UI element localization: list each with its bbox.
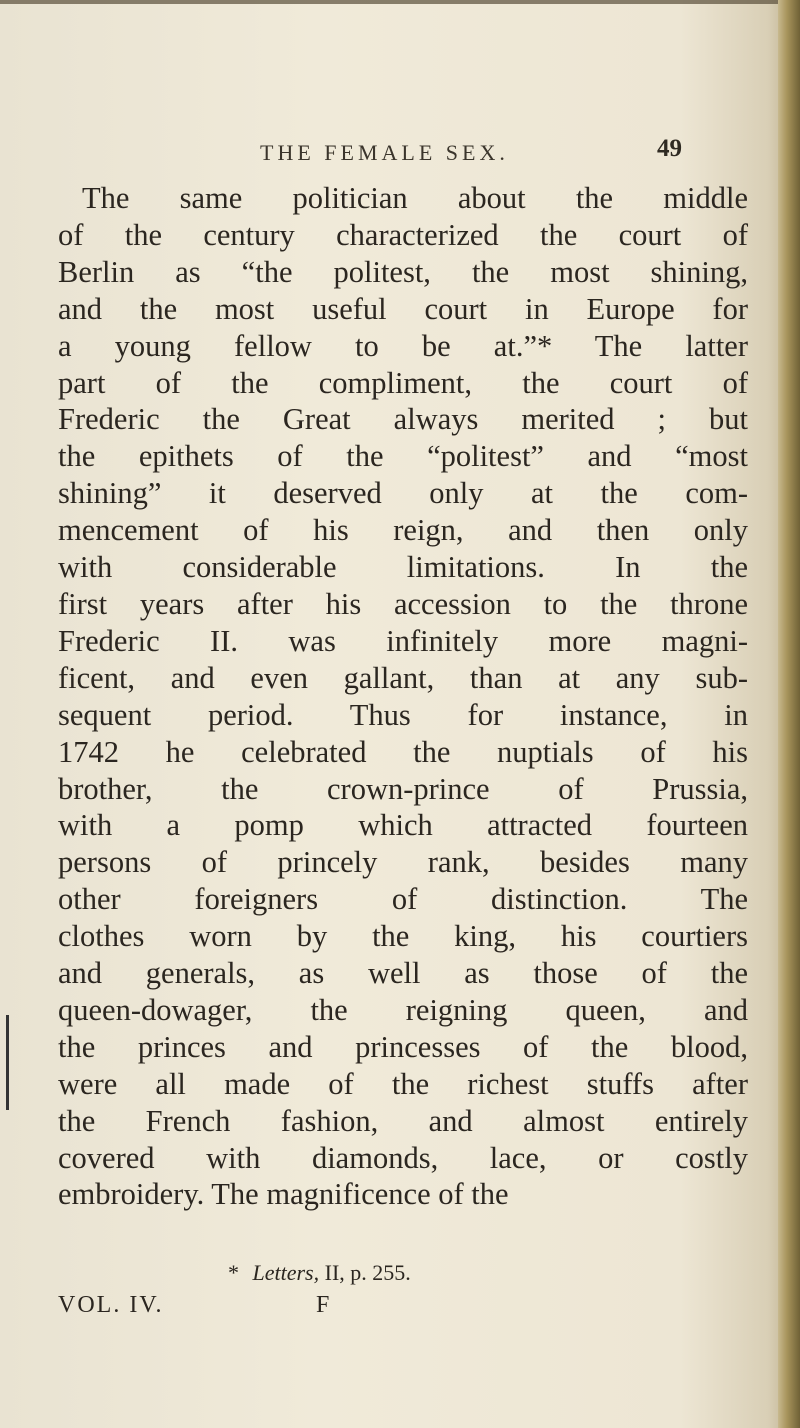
page-edge-shadow <box>778 0 800 1428</box>
signature-line <box>58 1292 418 1322</box>
body-text <box>58 180 748 1213</box>
text-line: first years after his accession to the throne <box>58 586 748 621</box>
text-line: embroidery. The magnificence of the <box>58 1177 509 1212</box>
margin-mark <box>6 1015 9 1110</box>
text-line: brother, the crown-prince of Prussia, <box>58 771 748 806</box>
text-line: the princes and princesses of the blood, <box>58 1029 748 1064</box>
text-line: the French fashion, and almost entirely <box>58 1103 748 1138</box>
text-line: of the century characterized the court of <box>58 217 748 252</box>
footnote <box>228 1260 411 1286</box>
text-line: clothes worn by the king, his courtiers <box>58 919 748 954</box>
footnote-work-title: Letters, <box>252 1260 320 1285</box>
text-line: persons of princely rank, besides many <box>58 845 748 880</box>
text-line: 1742 he celebrated the nuptials of his <box>58 734 748 769</box>
text-line: covered with diamonds, lace, or costly <box>58 1140 748 1175</box>
volume-label: VOL. IV. <box>58 1292 164 1318</box>
text-line: and generals, as well as those of the <box>58 956 748 991</box>
text-line: and the most useful court in Europe for <box>58 291 748 326</box>
text-line: Frederic the Great always merited ; but <box>58 402 748 437</box>
text-line: Berlin as “the politest, the most shining, <box>58 254 748 289</box>
footnote-reference: II, p. 255. <box>324 1260 411 1285</box>
signature-mark: F <box>316 1292 330 1318</box>
text-line: a young fellow to be at.”* The latter <box>58 328 748 363</box>
footnote-marker: * <box>228 1260 239 1285</box>
page-number: 49 <box>657 135 682 162</box>
text-line: sequent period. Thus for instance, in <box>58 697 748 732</box>
text-line: Frederic II. was infinitely more magni- <box>58 623 748 658</box>
text-line: other foreigners of distinction. The <box>58 882 748 917</box>
text-line: with a pomp which attracted fourteen <box>58 808 748 843</box>
running-head: THE FEMALE SEX. <box>260 140 509 165</box>
text-line: part of the compliment, the court of <box>58 365 748 400</box>
page-header <box>110 135 690 170</box>
text-line: shining” it deserved only at the com- <box>58 476 748 511</box>
text-line: The same politician about the middle <box>82 181 748 215</box>
text-line: mencement of his reign, and then only <box>58 513 748 548</box>
text-line: with considerable limitations. In the <box>58 550 748 585</box>
text-line: ficent, and even gallant, than at any sub- <box>58 660 748 695</box>
text-line: the epithets of the “politest” and “most <box>58 439 748 474</box>
text-line: queen-dowager, the reigning queen, and <box>58 992 748 1027</box>
text-line: were all made of the richest stuffs after <box>58 1066 748 1101</box>
top-rule <box>0 0 800 4</box>
